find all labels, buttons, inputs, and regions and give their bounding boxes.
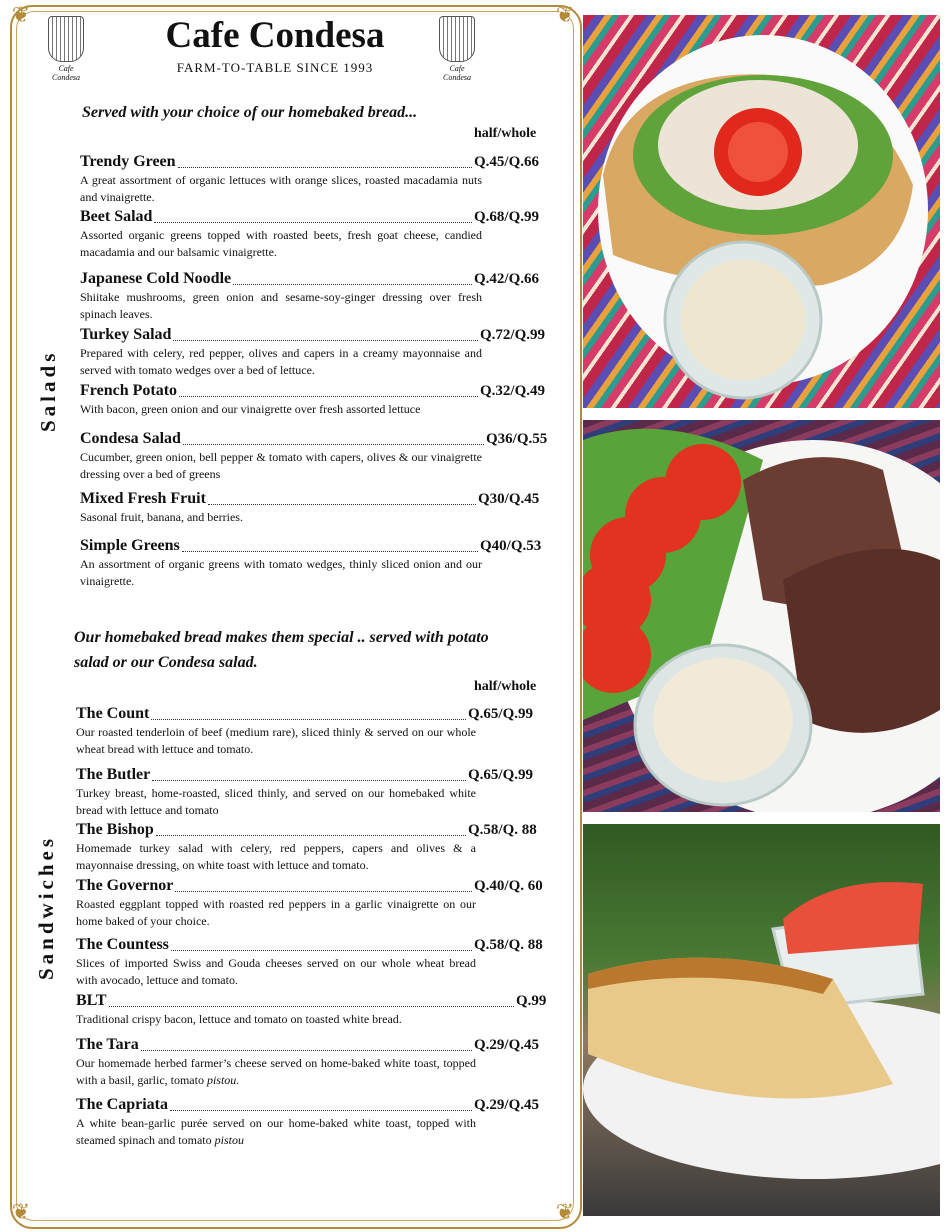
menu-item-description-text: A white bean-garlic purée served on our home-baked white toast, topped with steamed spinach and tomato [76, 1116, 476, 1147]
salads-intro: Served with your choice of our homebaked bread... [82, 104, 418, 121]
sandwiches-price-header: half/whole [474, 679, 537, 694]
menu-item-description [76, 840, 476, 874]
menu-item-price: Q.72/Q.99 [480, 327, 546, 343]
menu-item-description [80, 289, 482, 323]
menu-item-description-text: Our roasted tenderloin of beef (medium rare), sliced thinly & served on our whole wheat bread with lettuce and tomato. [76, 725, 476, 756]
photo-count-sandwich [583, 420, 940, 812]
menu-item-name: Mixed Fresh Fruit [80, 490, 206, 507]
menu-item-price: Q36/Q.55 [486, 431, 548, 447]
menu-item-row [76, 877, 543, 895]
tomato-center-shape [728, 122, 788, 182]
menu-item [76, 821, 537, 874]
menu-item [80, 382, 546, 418]
menu-item-row [76, 1096, 540, 1114]
menu-item-name: The Capriata [76, 1096, 168, 1113]
sandwiches-intro-line1: Our homebaked bread makes them special .. served with potato [74, 629, 489, 646]
menu-item-description [80, 556, 482, 590]
menu-item-row [80, 208, 540, 226]
menu-item [76, 705, 534, 758]
menu-item [76, 1096, 540, 1149]
menu-item-description-emphasis: pistou [214, 1133, 244, 1147]
dot-leader [175, 891, 472, 892]
menu-item-description-text: Cucumber, green onion, bell pepper & tomato with capers, olives & our vinaigrette dressing over a bed of greens [80, 450, 482, 481]
logo-caption: Cafe Condesa [52, 64, 80, 82]
menu-item-price: Q.40/Q. 60 [474, 878, 543, 894]
menu-item-name: Turkey Salad [80, 326, 172, 343]
menu-item [80, 208, 540, 261]
menu-item-description [80, 172, 482, 206]
menu-item-price: Q.58/Q. 88 [474, 937, 543, 953]
menu-item-price: Q.68/Q.99 [474, 209, 540, 225]
menu-item-description-text: Prepared with celery, red pepper, olives and capers in a creamy mayonnaise and served with tomato wedges over a bed of lettuce. [80, 346, 482, 377]
menu-item-description [76, 1115, 476, 1149]
menu-item-price: Q.29/Q.45 [474, 1097, 540, 1113]
section-label-sandwiches: Sandwiches [34, 834, 58, 980]
menu-item-description [80, 449, 482, 483]
menu-item [80, 537, 542, 590]
menu-item-description-emphasis: pistou. [206, 1073, 240, 1087]
dot-leader [208, 504, 476, 505]
menu-item-price: Q.45/Q.66 [474, 154, 540, 170]
menu-item-price: Q.58/Q. 88 [468, 822, 537, 838]
quiche-illustration [583, 824, 940, 1216]
dot-leader [154, 222, 472, 223]
menu-item-row [80, 153, 540, 171]
menu-item-description-text: Sasonal fruit, banana, and berries. [80, 510, 243, 524]
menu-item [80, 490, 540, 526]
menu-item [80, 153, 540, 206]
menu-item-description [80, 227, 482, 261]
menu-item-name: Beet Salad [80, 208, 153, 225]
menu-item-name: Japanese Cold Noodle [80, 270, 232, 287]
dot-leader [141, 1050, 472, 1051]
menu-item-row [76, 992, 547, 1010]
dot-leader [109, 1006, 514, 1007]
menu-item-row [80, 270, 540, 288]
cafe-logo [44, 16, 88, 82]
menu-item-description [76, 955, 476, 989]
menu-item-price: Q.65/Q.99 [468, 767, 534, 783]
corner-flourish-icon: ❦ [11, 1200, 31, 1225]
menu-item-description [76, 1011, 476, 1028]
menu-item [76, 766, 534, 819]
crest-icon [48, 16, 84, 62]
watermelon-shape [783, 882, 923, 954]
menu-item-price: Q.32/Q.49 [480, 383, 546, 399]
menu-item-description [80, 345, 482, 379]
menu-item-name: Trendy Green [80, 153, 176, 170]
potato-salad-shape [653, 658, 793, 782]
menu-item-row [76, 1036, 540, 1054]
menu-item-description-text: An assortment of organic greens with tomato wedges, thinly sliced onion and our vinaigrette. [80, 557, 482, 588]
menu-item-row [80, 537, 542, 555]
turkey-salad-illustration [583, 15, 940, 408]
corner-flourish-icon: ❦ [555, 1200, 575, 1225]
menu-item-name: Condesa Salad [80, 430, 181, 447]
dot-leader [156, 835, 466, 836]
dot-leader [179, 396, 478, 397]
menu-item-price: Q.99 [516, 993, 547, 1009]
menu-item [80, 326, 546, 379]
menu-item-row [76, 766, 534, 784]
menu-item-price: Q.42/Q.66 [474, 271, 540, 287]
photo-quiche [583, 824, 940, 1216]
dot-leader [151, 719, 466, 720]
menu-item-name: The Count [76, 705, 150, 722]
menu-item-name: The Tara [76, 1036, 139, 1053]
menu-item-name: The Bishop [76, 821, 154, 838]
page-title: Cafe Condesa [165, 15, 385, 56]
menu-item-description [80, 509, 482, 526]
menu-item-description-text: With bacon, green onion and our vinaigrette over fresh assorted lettuce [80, 402, 421, 416]
dot-leader [170, 1110, 472, 1111]
menu-item-description-text: Turkey breast, home-roasted, sliced thinly, and served on our homebaked white bread with lettuce and tomato [76, 786, 476, 817]
menu-item-name: The Governor [76, 877, 174, 894]
menu-item-name: The Countess [76, 936, 169, 953]
dot-leader [178, 167, 472, 168]
menu-item-row [80, 430, 548, 448]
menu-item-description-text: Assorted organic greens topped with roasted beets, fresh goat cheese, candied macadamia and our balsamic vinaigrette. [80, 228, 482, 259]
menu-item [76, 992, 547, 1028]
crest-icon [439, 16, 475, 62]
sandwiches-intro-line2: salad or our Condesa salad. [74, 654, 258, 671]
menu-item-name: BLT [76, 992, 107, 1009]
menu-item-description-text: Roasted eggplant topped with roasted red peppers in a garlic vinaigrette on our home baked of your choice. [76, 897, 476, 928]
menu-item-name: The Butler [76, 766, 151, 783]
corner-flourish-icon: ❦ [11, 3, 31, 28]
dot-leader [171, 950, 472, 951]
menu-item-row [80, 382, 546, 400]
menu-item-row [76, 821, 537, 839]
menu-item [76, 1036, 540, 1089]
menu-item-description [76, 785, 476, 819]
cafe-logo [435, 16, 479, 82]
menu-item-price: Q30/Q.45 [478, 491, 540, 507]
menu-item-description [80, 401, 482, 418]
menu-item-description-text: Our homemade herbed farmer’s cheese served on home-baked white toast, topped with a basil, garlic, tomato [76, 1056, 476, 1087]
potato-salad-shape [681, 260, 805, 380]
menu-item-description-text: Homemade turkey salad with celery, red peppers, capers and olives & a mayonnaise dressing, on white toast with lettuce and tomato. [76, 841, 476, 872]
menu-item-price: Q40/Q.53 [480, 538, 542, 554]
menu-item [76, 877, 543, 930]
dot-leader [182, 551, 478, 552]
menu-item [80, 270, 540, 323]
corner-flourish-icon: ❦ [555, 3, 575, 28]
count-sandwich-illustration [583, 420, 940, 812]
logo-caption: Cafe Condesa [443, 64, 471, 82]
menu-item-row [80, 326, 546, 344]
menu-item [76, 936, 543, 989]
dot-leader [173, 340, 478, 341]
dot-leader [233, 284, 472, 285]
photo-turkey-salad [583, 15, 940, 408]
page-subtitle: FARM-TO-TABLE SINCE 1993 [176, 60, 374, 75]
menu-item [80, 430, 548, 483]
menu-item-price: Q.29/Q.45 [474, 1037, 540, 1053]
menu-item-description [76, 1055, 476, 1089]
menu-item-name: French Potato [80, 382, 178, 399]
menu-item-description-text: Shiitake mushrooms, green onion and sesame-soy-ginger dressing over fresh spinach leaves. [80, 290, 482, 321]
menu-item-description [76, 724, 476, 758]
menu-item-row [80, 490, 540, 508]
menu-item-row [76, 705, 534, 723]
menu-item-description-text: Slices of imported Swiss and Gouda cheeses served on our whole wheat bread with avocado, lettuce and tomato. [76, 956, 476, 987]
salads-price-header: half/whole [474, 126, 537, 141]
section-label-salads: Salads [36, 349, 60, 432]
menu-item-name: Simple Greens [80, 537, 180, 554]
menu-item-row [76, 936, 543, 954]
menu-item-description-text: A great assortment of organic lettuces with orange slices, roasted macadamia nuts and vinaigrette. [80, 173, 482, 204]
dot-leader [152, 780, 466, 781]
dot-leader [183, 444, 484, 445]
menu-item-description-text: Traditional crispy bacon, lettuce and tomato on toasted white bread. [76, 1012, 402, 1026]
menu-item-price: Q.65/Q.99 [468, 706, 534, 722]
menu-item-description [76, 896, 476, 930]
